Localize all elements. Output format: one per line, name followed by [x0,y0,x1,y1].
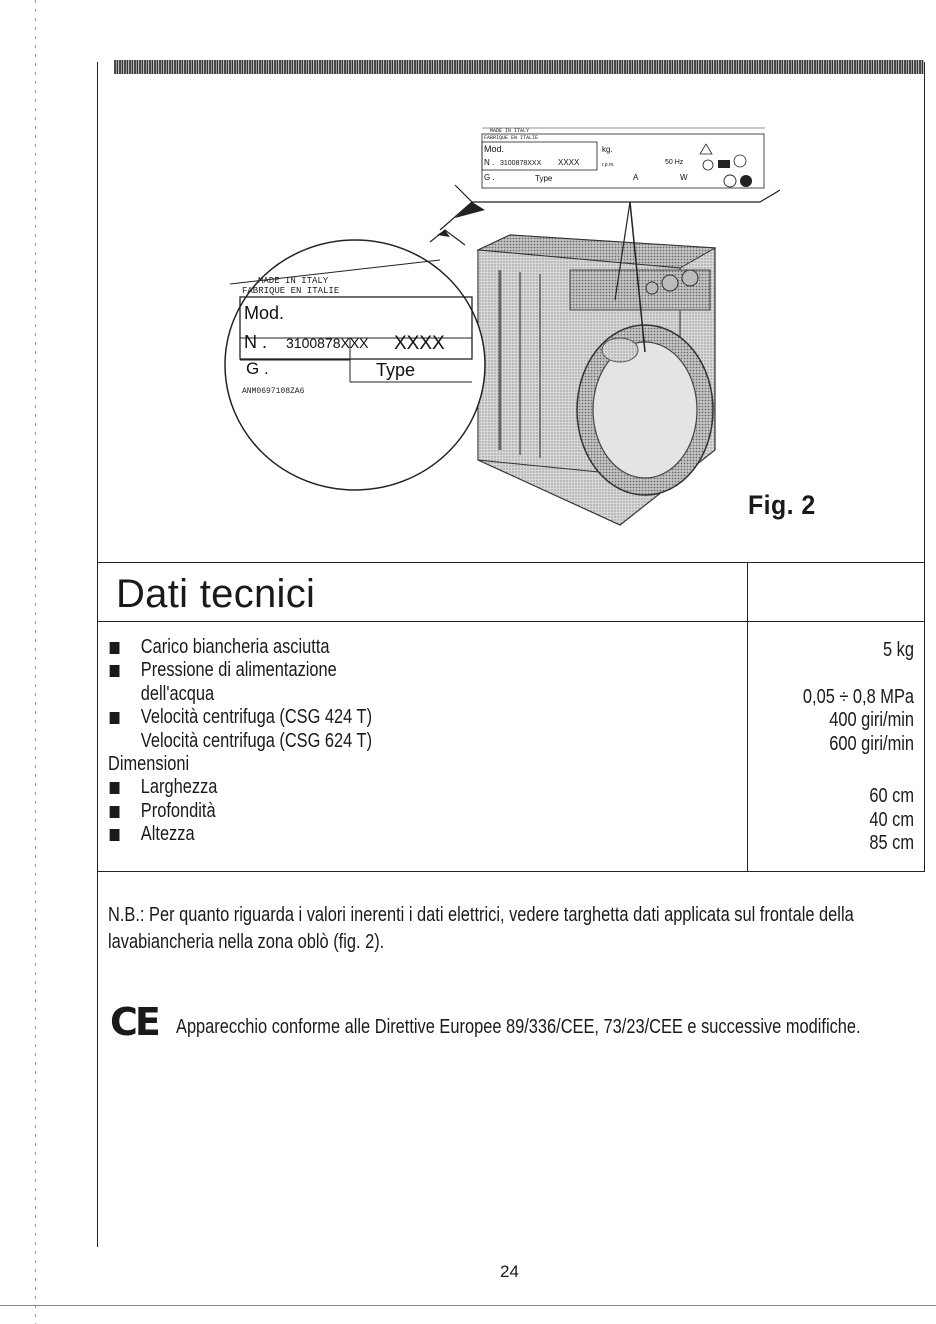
small-plate-serial: 3100878XXX [500,160,542,167]
certification-mark-icon [734,155,746,167]
plate-fabrique-text: FABRIQUE EN ITALIE [242,286,340,296]
certification-mark-icon [703,160,713,170]
spec-values [744,636,914,856]
spec-label: Velocità centrifuga (CSG 624 T) [140,729,373,752]
conformity-statement: Apparecchio conforme alle Direttive Europee 89/336/CEE, 73/23/CEE e successive modifiche. [176,1016,861,1038]
certification-mark-icon [718,160,730,168]
spec-value: 600 giri/min [829,732,914,755]
figure-caption: Fig. 2 [748,490,816,520]
page-number: 24 [500,1262,519,1281]
small-plate-serial-suffix: XXXX [558,158,580,167]
electrical-data-note: N.B.: Per quanto riguarda i valori inerenti i dati elettrici, vedere targhetta dati applicata sul frontale della lavabiancheria nella zona oblò (fig. 2). [108,904,854,953]
plate-n-text: N . [244,332,268,352]
spec-item [108,776,682,799]
spec-list [108,636,682,847]
small-plate-made-in: MADE IN ITALY [490,128,530,134]
spec-value: 0,05 ÷ 0,8 MPa [802,685,914,708]
small-plate-hz: 50 Hz [665,159,684,166]
spec-value: 40 cm [869,808,914,831]
small-plate-n: N . [484,158,495,167]
spec-label: Profondità [140,799,216,822]
small-plate-rpm: r.p.m. [602,162,615,168]
spec-item [108,683,682,706]
spec-value: 60 cm [869,785,914,808]
spec-item [108,823,682,846]
spec-label: Altezza [140,823,195,846]
spec-item [108,659,682,682]
table-top-border [97,562,925,563]
spec-value: 400 giri/min [829,709,914,732]
spec-label: Velocità centrifuga (CSG 424 T) [140,706,373,729]
spec-value [775,762,914,785]
bullet-icon [110,712,120,724]
header-band [114,60,924,74]
warning-triangle-icon [700,144,712,154]
certification-mark-icon [740,175,752,187]
small-plate-fabrique: FABRIQUE EN ITALIE [484,135,539,141]
plate-made-in-text: MADE IN ITALY [258,276,329,286]
spec-item [108,730,682,753]
washing-machine-illustration [200,120,780,550]
frame-left-border [97,62,98,1247]
small-plate-a: A [633,173,639,182]
small-plate-kg: kg. [602,145,613,154]
bullet-icon [110,829,120,841]
bullet-icon [110,782,120,794]
spec-value: 5 kg [882,639,914,661]
spec-label: Larghezza [140,776,218,799]
bottom-rule [0,1305,936,1306]
bullet-icon [110,665,120,677]
spec-value [775,662,914,685]
spec-item [108,800,682,823]
small-plate-type: Type [535,174,553,183]
spec-label: Pressione di alimentazione [140,659,337,682]
plate-code-text: ANM0697108ZA6 [242,387,305,396]
bullet-icon [110,806,120,818]
washing-machine-figure [200,120,780,550]
spec-label: Dimensioni [108,753,190,776]
table-header-divider [97,621,925,622]
plate-mod-text: Mod. [244,303,285,323]
small-plate-mod: Mod. [484,144,505,154]
spec-label: Carico biancheria asciutta [140,636,330,658]
scan-edge-mark [35,0,36,1324]
spec-item [108,636,682,659]
plate-g-text: G . [246,359,269,378]
d-mark-icon [724,175,736,187]
section-title: Dati tecnici [116,572,316,616]
small-plate-w: W [680,173,688,182]
table-bottom-border [97,871,925,872]
spec-item [108,706,682,729]
bullet-icon [110,642,120,654]
plate-type-text: Type [376,360,416,380]
frame-right-border [924,62,925,872]
spec-label: dell'acqua [140,682,215,705]
small-plate-g: G . [484,173,495,182]
spec-heading [108,753,682,776]
plate-serial-suffix-text: XXXX [394,333,445,354]
ce-mark-icon: CE [110,1000,158,1044]
spec-value: 85 cm [869,832,914,855]
plate-serial-text: 3100878XXX [286,335,369,351]
